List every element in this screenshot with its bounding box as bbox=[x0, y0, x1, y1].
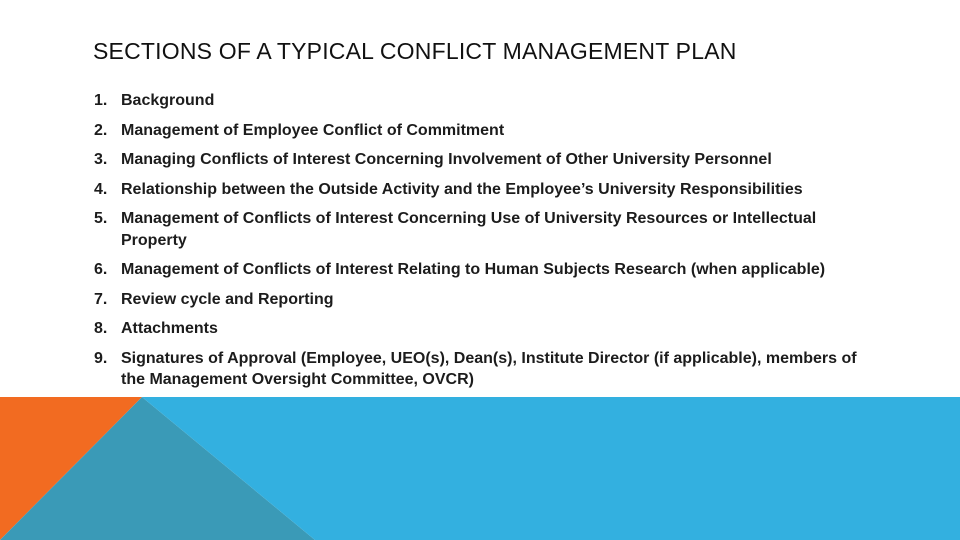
list-item-text: Managing Conflicts of Interest Concerning Involvement of Other University Personnel bbox=[121, 151, 772, 168]
list-item-text: Review cycle and Reporting bbox=[121, 290, 334, 308]
list-item bbox=[94, 149, 874, 171]
list-item bbox=[94, 208, 874, 251]
list-item bbox=[94, 289, 874, 311]
list-item-number: 1. bbox=[94, 92, 108, 109]
list-item bbox=[94, 120, 874, 142]
sections-list bbox=[94, 90, 874, 399]
list-item-number: 4. bbox=[94, 180, 108, 198]
list-item-number: 7. bbox=[94, 290, 108, 308]
list-item-text: Background bbox=[121, 92, 215, 109]
list-item-text: Signatures of Approval (Employee, UEO(s), Dean(s), Institute Director (if applicable), members of the Management Oversight Committee, OVCR) bbox=[121, 349, 857, 388]
list-item-number: 2. bbox=[94, 121, 108, 139]
list-item-number: 5. bbox=[94, 210, 108, 227]
list-item bbox=[94, 90, 874, 112]
slide-title: SECTIONS OF A TYPICAL CONFLICT MANAGEMENT PLAN bbox=[93, 38, 737, 64]
list-item-number: 3. bbox=[94, 151, 108, 168]
list-item-text: Management of Employee Conflict of Commitment bbox=[121, 121, 505, 139]
list-item bbox=[94, 179, 874, 201]
list-item bbox=[94, 259, 874, 281]
list-item-text: Relationship between the Outside Activity and the Employee’s University Responsibilities bbox=[121, 180, 803, 198]
list-item-number: 6. bbox=[94, 261, 108, 278]
list-item-text: Management of Conflicts of Interest Concerning Use of University Resources or Intellectual Property bbox=[121, 210, 817, 249]
list-item-number: 9. bbox=[94, 349, 108, 367]
list-item-number: 8. bbox=[94, 320, 108, 337]
list-item bbox=[94, 318, 874, 340]
list-item bbox=[94, 348, 874, 391]
list-item-text: Attachments bbox=[121, 320, 218, 337]
list-item-text: Management of Conflicts of Interest Relating to Human Subjects Research (when applicable) bbox=[121, 261, 826, 278]
